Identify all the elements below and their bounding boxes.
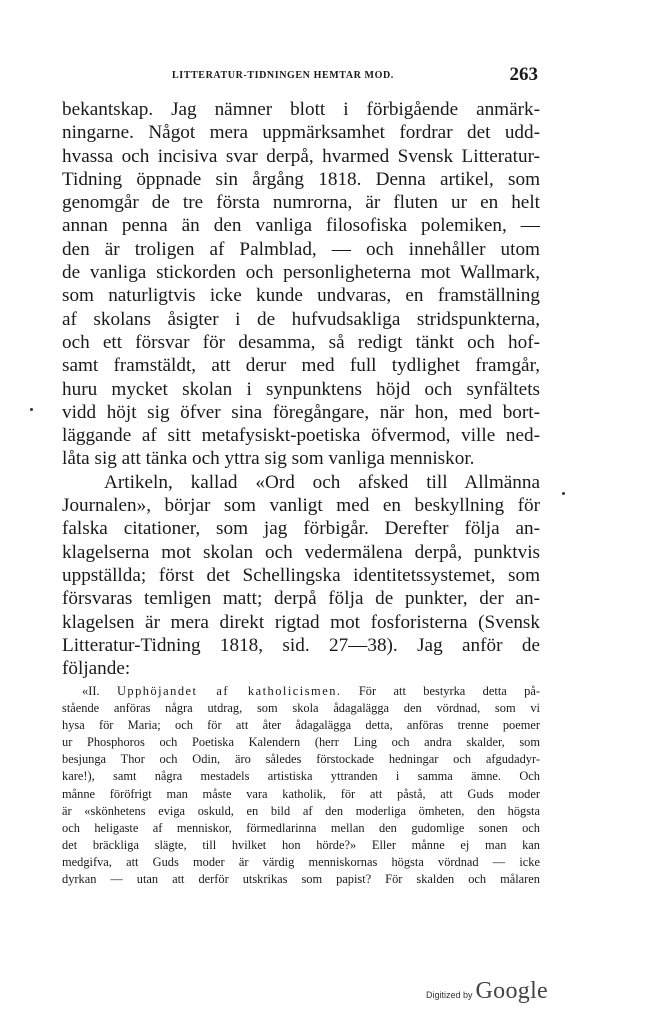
body-line: försvaras temligen matt; derpå följa de punkter, der an- xyxy=(62,588,540,610)
google-logo: Google xyxy=(475,978,548,1004)
quote-heading: Upphöjandet af katholicismen. xyxy=(116,684,342,698)
body-line: bekantskap. Jag nämner blott i förbigående anmärk- xyxy=(62,99,540,120)
running-head xyxy=(62,64,540,88)
margin-mark-dot xyxy=(30,408,33,411)
body-line: läggande af sitt metafysiskt-poetiska öfvermod, ville ned- xyxy=(62,425,540,447)
digitized-by-google-watermark xyxy=(426,978,548,1005)
quote-line: dyrkan — utan att derför utskrikas som papist? För skalden och målaren xyxy=(62,872,540,887)
body-line: falska citationer, som jag förbigår. Derefter följa an- xyxy=(62,518,540,540)
quote-first-rest: För att bestyrka detta på- xyxy=(358,684,540,698)
quote-line: stående anföras några utdrag, som skola ådagalägga den vördnad, som vi xyxy=(62,701,540,716)
body-line: låta sig att tänka och yttra sig som vanliga menniskor. xyxy=(62,448,475,470)
body-line: följande: xyxy=(62,658,131,680)
body-line: Litteratur-Tidning 1818, sid. 27—38). Jag anför de xyxy=(62,634,540,656)
quote-line: medgifva, att Guds moder är värdig menniskornas högsta vördnad — icke xyxy=(62,854,540,869)
body-line: vidd höjt sig öfver sina föregångare, när hon, med bort- xyxy=(62,401,540,423)
body-line: genomgår de tre första numrorna, är fluten ur en helt xyxy=(62,192,540,214)
quote-line: det bräckliga slägte, till hvilket hon hörde?» Eller månne ej man kan xyxy=(62,837,540,852)
block-quote xyxy=(62,683,540,888)
body-line: annan penna än den vanliga filosofiska polemiken, — xyxy=(62,215,540,237)
body-line: Tidning öppnade sin årgång 1818. Denna artikel, som xyxy=(62,168,540,190)
body-line: uppställda; först det Schellingska identitetssystemet, som xyxy=(62,564,540,586)
body-line: ningarne. Något mera uppmärksamhet fordrar det udd- xyxy=(62,122,540,144)
quote-line: är «skönhetens eviga oskuld, en bild af den moderliga ömheten, den högsta xyxy=(62,803,540,818)
quote-line: månne föröfrigt man måste vara katholik, för att påstå, att Guds moder xyxy=(62,786,540,801)
body-line: huru mycket skolan i synpunktens höjd och synfältets xyxy=(62,378,540,400)
quote-line: ur Phosphoros och Poetiska Kalendern (herr Ling och andra skalder, som xyxy=(62,735,540,750)
running-title: LITTERATUR-TIDNINGEN HEMTAR MOD. xyxy=(172,70,394,81)
body-line: Artikeln, kallad «Ord och afsked till Allmänna xyxy=(104,471,540,493)
body-line: hvassa och incisiva svar derpå, hvarmed Svensk Litteratur- xyxy=(62,145,540,167)
quote-line: kare!), samt några mestadels artistiska yttranden i samma ämne. Och xyxy=(62,769,540,784)
body-line: klagelserna mot skolan och vedermälena derpå, punktvis xyxy=(62,541,540,563)
body-line: samt framstäldt, att derur med full tydlighet framgår, xyxy=(62,355,540,377)
margin-mark-dot xyxy=(562,492,565,495)
page-number: 263 xyxy=(509,64,538,85)
quote-line-first xyxy=(62,683,540,700)
quote-lead: «II. xyxy=(82,684,100,698)
body-line: af skolans åsigter i de hufvudsakliga stridspunkterna, xyxy=(62,308,540,330)
body-line: och ett försvar för desamma, så redigt tänkt och hof- xyxy=(62,331,540,353)
quote-line: och heligaste af menniskor, förmedlarinna mellan den gudomlige sonen och xyxy=(62,820,540,835)
body-line: den är troligen af Palmblad, — och innehåller utom xyxy=(62,238,540,260)
watermark-prefix: Digitized by xyxy=(426,990,473,1000)
body-line: som naturligtvis icke kunde undvaras, en framställning xyxy=(62,285,540,307)
body-line: de vanliga stickorden och personligheterna mot Wallmark, xyxy=(62,262,540,284)
quote-line: hysa för Maria; och för att åter ådagalägga detta, anföras trenne poemer xyxy=(62,718,540,733)
body-line: Journalen», börjar som vanligt med en beskyllning för xyxy=(62,495,540,517)
body-text xyxy=(62,98,540,680)
quote-line: besjunga Thor och Odin, äro således förstockade hedningar och afgudadyr- xyxy=(62,752,540,767)
body-line: klagelsen är mera direkt rigtad mot fosforisterna (Svensk xyxy=(62,611,540,633)
